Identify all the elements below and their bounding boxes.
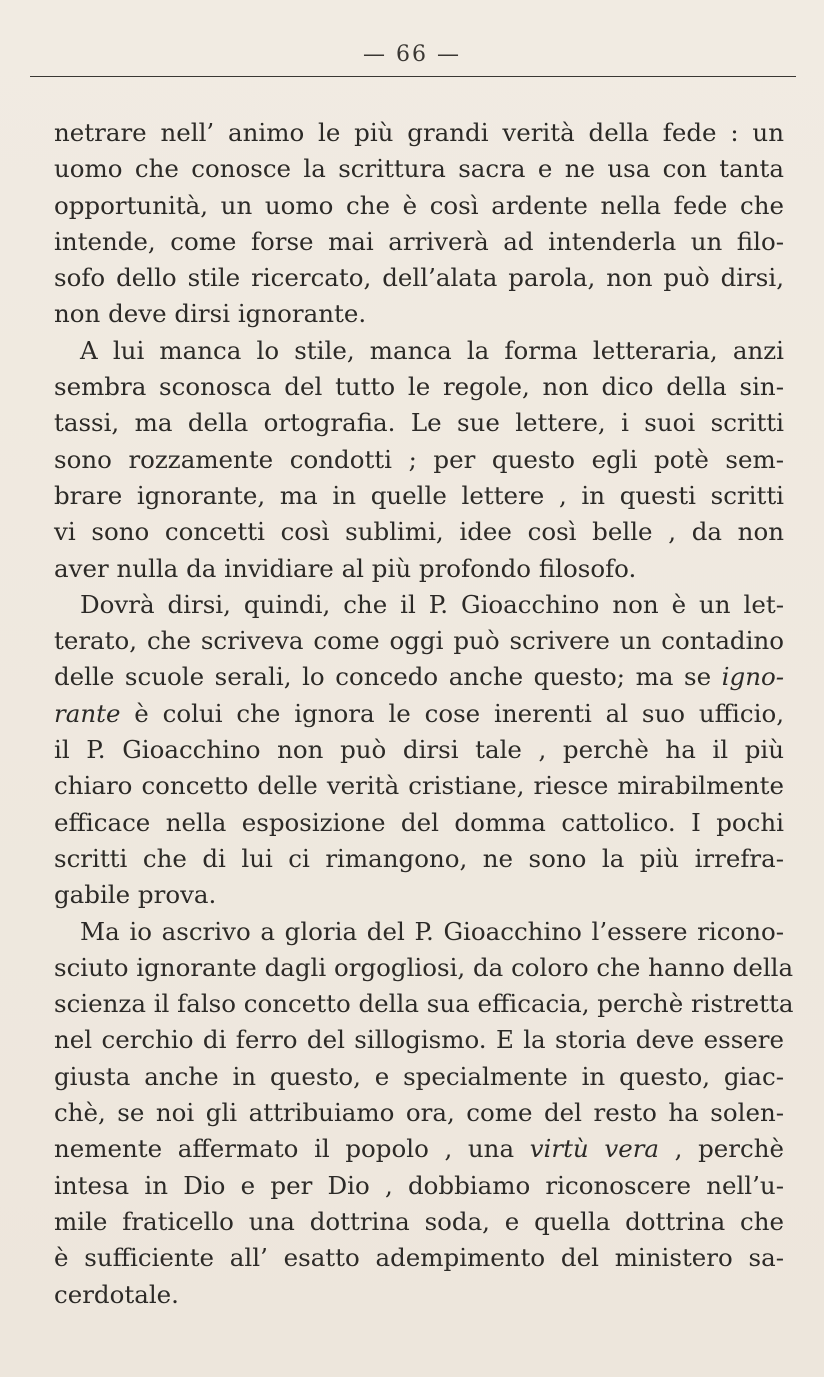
- text-line: scritti che di lui ci rimangono, ne sono la più irrefra-: [54, 843, 784, 873]
- text-line: [54, 696, 784, 732]
- text-line: [54, 659, 784, 695]
- text-line: sciuto ignorante dagli orgogliosi, da coloro che hanno della: [54, 952, 794, 982]
- text-line: intende, come forse mai arriverà ad intenderla un filo-: [54, 226, 784, 256]
- text-line: gabile prova.: [54, 880, 217, 910]
- text-run: , perchè: [659, 1134, 784, 1164]
- text-line: scienza il falso concetto della sua efficacia, perchè ristretta: [54, 989, 794, 1019]
- text-line: chè, se noi gli attribuiamo ora, come del resto ha solen-: [54, 1098, 784, 1128]
- text-line: aver nulla da invidiare al più profondo filosofo.: [54, 553, 637, 583]
- text-line: Dovrà dirsi, quindi, che il P. Gioacchino non è un let-: [80, 589, 784, 619]
- italic-text: igno-: [721, 662, 784, 692]
- text-line: netrare nell’ animo le più grandi verità della fede : un: [54, 118, 784, 147]
- text-line: vi sono concetti così sublimi, idee così belle , da non: [54, 517, 784, 547]
- text-line: chiaro concetto delle verità cristiane, riesce mirabilmente: [54, 771, 784, 801]
- text-line: sono rozzamente condotti ; per questo egli potè sem-: [54, 444, 784, 474]
- text-line: giusta anche in questo, e specialmente in questo, giac-: [54, 1061, 784, 1091]
- text-line: tassi, ma della ortografia. Le sue lettere, i suoi scritti: [54, 408, 784, 438]
- paragraph: [54, 914, 794, 1313]
- italic-text: rante: [54, 698, 121, 728]
- text-line: brare ignorante, ma in quelle lettere , in questi scritti: [54, 480, 784, 510]
- italic-text: virtù vera: [529, 1134, 660, 1164]
- text-line: efficace nella esposizione del domma cattolico. I pochi: [54, 807, 784, 837]
- text-line: nel cerchio di ferro del sillogismo. E la storia deve essere: [54, 1025, 784, 1055]
- text-line: sembra sconosca del tutto le regole, non dico della sin-: [54, 372, 784, 402]
- text-line: uomo che conosce la scrittura sacra e ne usa con tanta: [54, 154, 784, 184]
- text-line: non deve dirsi ignorante.: [54, 299, 367, 329]
- paragraph: [54, 115, 784, 333]
- text-line: A lui manca lo stile, manca la forma letteraria, anzi: [80, 335, 784, 365]
- header-rule: [30, 76, 796, 77]
- text-line: il P. Gioacchino non può dirsi tale , perchè ha il più: [54, 735, 784, 765]
- paragraph: [54, 587, 784, 914]
- paragraph: [54, 333, 784, 587]
- text-line: è sufficiente all’ esatto adempimento del ministero sa-: [54, 1243, 784, 1273]
- text-line: opportunità, un uomo che è così ardente nella fede che: [54, 190, 784, 220]
- text-line: cerdotale.: [54, 1279, 179, 1309]
- text-line: [54, 1131, 784, 1167]
- text-run: delle scuole serali, lo concedo anche questo; ma se: [54, 662, 722, 692]
- page-number: — 66 —: [363, 42, 461, 67]
- text-line: sofo dello stile ricercato, dell’alata parola, non può dirsi,: [54, 263, 784, 293]
- page-body: [54, 115, 794, 1313]
- text-line: intesa in Dio e per Dio , dobbiamo riconoscere nell’u-: [54, 1170, 784, 1200]
- text-line: terato, che scriveva come oggi può scrivere un contadino: [54, 626, 784, 656]
- text-run: è colui che ignora le cose inerenti al suo ufficio,: [120, 698, 784, 728]
- text-line: mile fraticello una dottrina soda, e quella dottrina che: [54, 1206, 784, 1236]
- text-line: Ma io ascrivo a gloria del P. Gioacchino l’essere ricono-: [80, 916, 784, 946]
- text-run: nemente affermato il popolo , una: [54, 1134, 530, 1164]
